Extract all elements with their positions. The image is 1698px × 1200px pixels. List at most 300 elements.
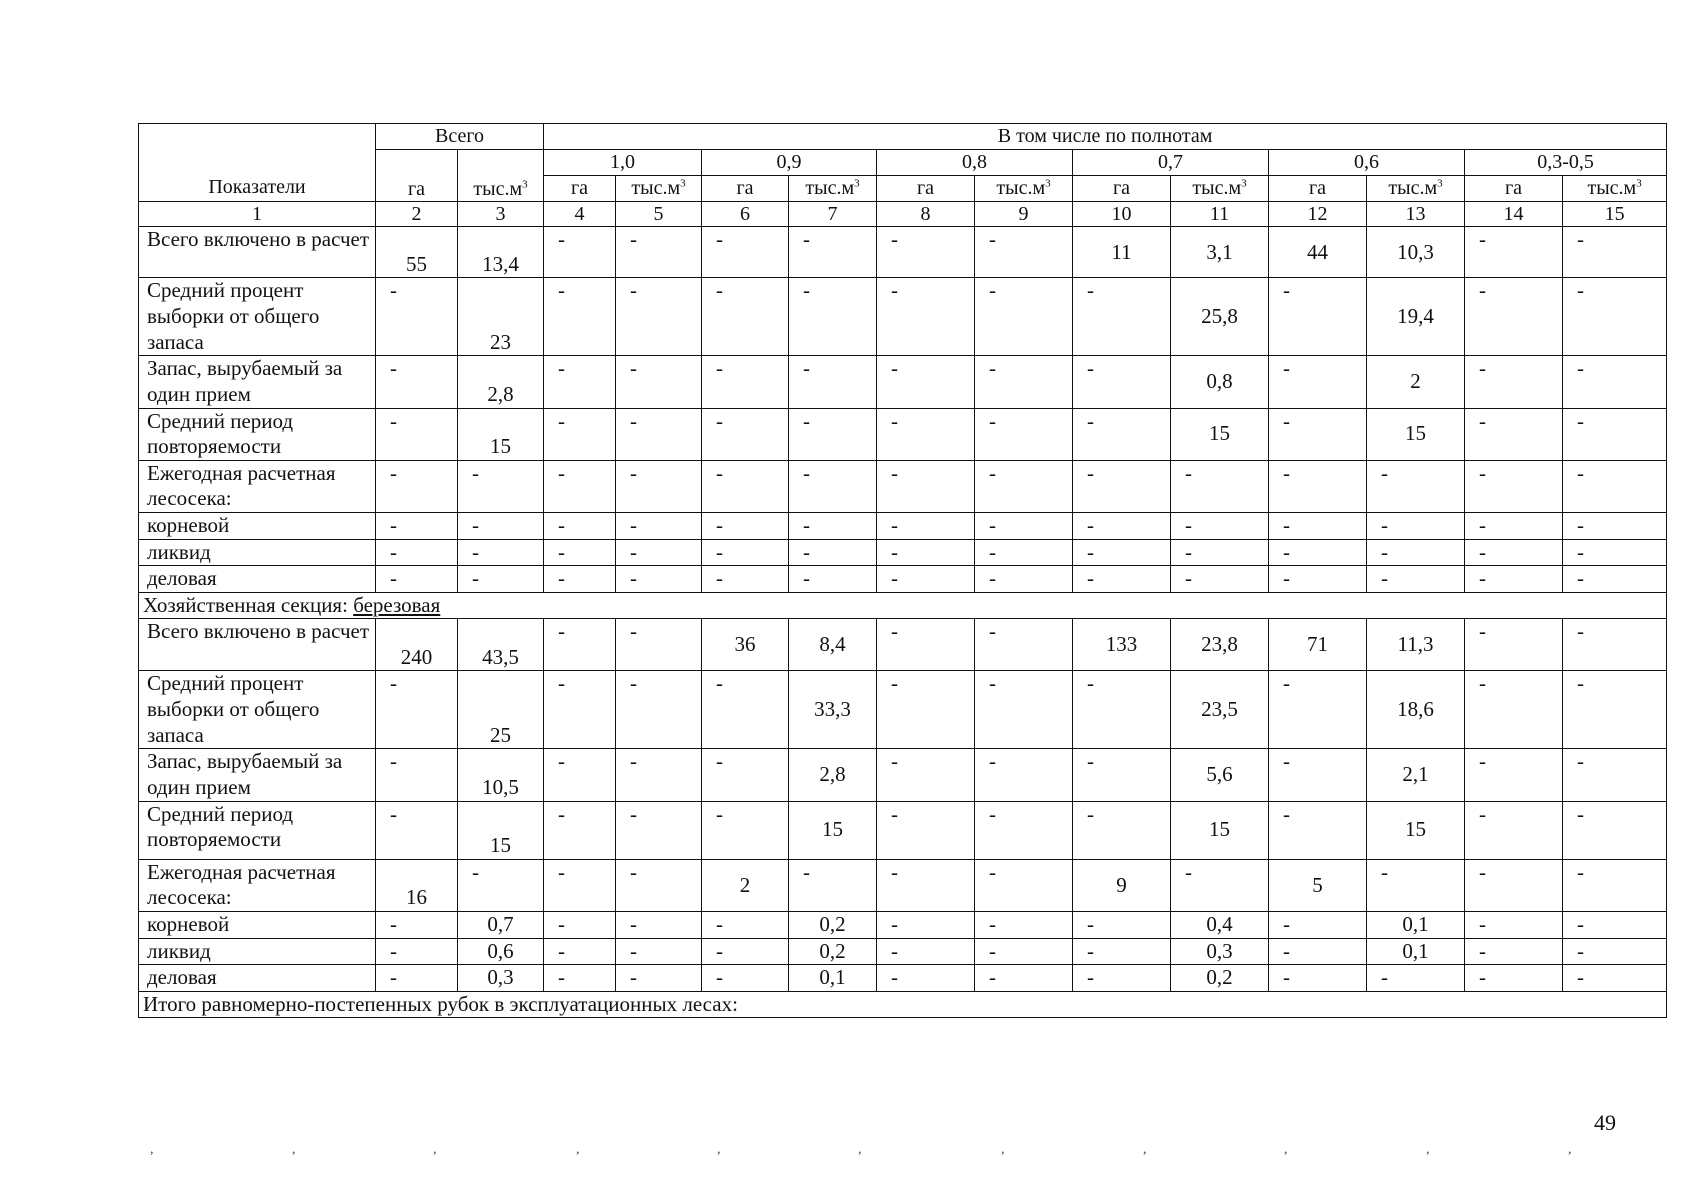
- row-label: Всего включено в расчет: [139, 227, 376, 278]
- row-label: деловая: [139, 566, 376, 593]
- table-cell: -: [975, 408, 1073, 460]
- table-cell: -: [1073, 513, 1171, 540]
- table-cell: -: [458, 460, 544, 512]
- table-cell: -: [616, 671, 702, 749]
- scan-mark: ,: [150, 1142, 154, 1157]
- table-cell: 10,3: [1367, 227, 1465, 278]
- table-cell: -: [1269, 671, 1367, 749]
- table-cell: -: [1073, 460, 1171, 512]
- table-cell: -: [1367, 513, 1465, 540]
- table-cell: 133: [1073, 619, 1171, 671]
- table-cell: -: [702, 356, 789, 408]
- table-cell: 0,1: [789, 965, 877, 992]
- table-cell: 0,8: [1171, 356, 1269, 408]
- table-cell: -: [1563, 859, 1667, 911]
- table-cell: 0,1: [1367, 938, 1465, 965]
- table-cell: -: [1563, 408, 1667, 460]
- table-cell: -: [1073, 671, 1171, 749]
- table-cell: -: [702, 801, 789, 859]
- table-cell: -: [544, 965, 616, 992]
- table-cell: -: [975, 938, 1073, 965]
- table-cell: -: [1563, 749, 1667, 801]
- row-label: корневой: [139, 513, 376, 540]
- table-cell: -: [544, 619, 616, 671]
- table-cell: 0,2: [1171, 965, 1269, 992]
- table-cell: -: [1269, 801, 1367, 859]
- table-cell: -: [975, 801, 1073, 859]
- table-cell: -: [616, 227, 702, 278]
- table-cell: -: [458, 859, 544, 911]
- row-label: корневой: [139, 911, 376, 938]
- table-cell: -: [616, 566, 702, 593]
- table-cell: -: [975, 859, 1073, 911]
- table-cell: 240: [376, 619, 458, 671]
- table-cell: -: [1465, 356, 1563, 408]
- table-cell: -: [1269, 911, 1367, 938]
- table-cell: -: [877, 539, 975, 566]
- table-cell: -: [789, 513, 877, 540]
- table-cell: -: [702, 227, 789, 278]
- row-label: Ежегодная расчетная лесосека:: [139, 460, 376, 512]
- row-label: ликвид: [139, 539, 376, 566]
- table-cell: -: [1269, 460, 1367, 512]
- table-cell: -: [544, 859, 616, 911]
- table-row: [139, 227, 1667, 278]
- table-row: [139, 278, 1667, 356]
- table-cell: 8,4: [789, 619, 877, 671]
- table-cell: 13,4: [458, 227, 544, 278]
- table-cell: -: [1465, 965, 1563, 992]
- table-cell: -: [789, 566, 877, 593]
- table-cell: -: [1465, 513, 1563, 540]
- column-number: 11: [1171, 202, 1269, 227]
- table-cell: 5: [1269, 859, 1367, 911]
- row-label: Ежегодная расчетная лесосека:: [139, 859, 376, 911]
- table-cell: -: [616, 911, 702, 938]
- column-number: 15: [1563, 202, 1667, 227]
- table-row: [139, 671, 1667, 749]
- table-cell: -: [544, 749, 616, 801]
- table-cell: -: [1563, 566, 1667, 593]
- table-cell: -: [1563, 619, 1667, 671]
- table-cell: 0,2: [789, 938, 877, 965]
- unit-ha: га: [702, 176, 789, 202]
- table-cell: 15: [1367, 801, 1465, 859]
- table-cell: -: [616, 460, 702, 512]
- table-cell: -: [975, 911, 1073, 938]
- table-cell: -: [1465, 619, 1563, 671]
- table-cell: -: [1367, 566, 1465, 593]
- table-cell: -: [877, 965, 975, 992]
- table-cell: -: [1073, 539, 1171, 566]
- page-number: 49: [1594, 1110, 1616, 1135]
- table-cell: -: [1269, 539, 1367, 566]
- table-row: [139, 566, 1667, 593]
- table-cell: -: [376, 566, 458, 593]
- table-cell: 5,6: [1171, 749, 1269, 801]
- scan-mark: ,: [1001, 1142, 1005, 1157]
- table-cell: -: [544, 938, 616, 965]
- table-cell: -: [1465, 749, 1563, 801]
- table-cell: -: [376, 278, 458, 356]
- table-cell: -: [789, 356, 877, 408]
- table-cell: -: [877, 619, 975, 671]
- table-cell: -: [376, 356, 458, 408]
- table-cell: -: [544, 671, 616, 749]
- column-number: 12: [1269, 202, 1367, 227]
- table-cell: -: [1367, 859, 1465, 911]
- table-cell: -: [544, 408, 616, 460]
- table-cell: -: [1465, 671, 1563, 749]
- scan-mark: ,: [292, 1142, 296, 1157]
- table-cell: -: [877, 938, 975, 965]
- table-cell: -: [544, 539, 616, 566]
- table-cell: -: [975, 566, 1073, 593]
- total-header: Всего: [376, 124, 544, 150]
- column-number: 1: [139, 202, 376, 227]
- table-cell: -: [376, 539, 458, 566]
- scan-mark: ,: [717, 1142, 721, 1157]
- table-cell: -: [1563, 938, 1667, 965]
- table-cell: -: [1073, 749, 1171, 801]
- table-cell: 11: [1073, 227, 1171, 278]
- table-cell: 19,4: [1367, 278, 1465, 356]
- table-row: [139, 859, 1667, 911]
- table-cell: 2,1: [1367, 749, 1465, 801]
- unit-volume: $тыс.м^3$: [1367, 176, 1465, 202]
- table-cell: -: [1171, 513, 1269, 540]
- row-label: Всего включено в расчет: [139, 619, 376, 671]
- unit-ha: га: [1465, 176, 1563, 202]
- table-row: [139, 408, 1667, 460]
- table-cell: -: [1563, 460, 1667, 512]
- row-label: Средний период повторяемости: [139, 408, 376, 460]
- column-number: 6: [702, 202, 789, 227]
- row-label: деловая: [139, 965, 376, 992]
- table-cell: -: [877, 801, 975, 859]
- table-cell: -: [975, 460, 1073, 512]
- column-number: 7: [789, 202, 877, 227]
- scan-mark: ,: [1143, 1142, 1147, 1157]
- column-number: 4: [544, 202, 616, 227]
- column-number: 3: [458, 202, 544, 227]
- table-cell: 71: [1269, 619, 1367, 671]
- table-cell: -: [1073, 278, 1171, 356]
- row-label: Запас, вырубаемый за один прием: [139, 749, 376, 801]
- table-cell: -: [544, 566, 616, 593]
- section-row: [139, 592, 1667, 619]
- table-row: [139, 801, 1667, 859]
- table-cell: -: [458, 539, 544, 566]
- table-cell: -: [1269, 749, 1367, 801]
- table-cell: -: [1171, 566, 1269, 593]
- table-cell: -: [877, 513, 975, 540]
- table-cell: -: [702, 539, 789, 566]
- table-cell: -: [789, 227, 877, 278]
- table-cell: -: [877, 278, 975, 356]
- table-cell: 0,6: [458, 938, 544, 965]
- table-cell: -: [544, 278, 616, 356]
- table-cell: -: [877, 911, 975, 938]
- table-cell: -: [1367, 460, 1465, 512]
- column-number: 2: [376, 202, 458, 227]
- table-cell: 23,8: [1171, 619, 1269, 671]
- table-cell: -: [616, 619, 702, 671]
- table-cell: -: [702, 911, 789, 938]
- table-cell: -: [1269, 356, 1367, 408]
- table-cell: 15: [1367, 408, 1465, 460]
- table-cell: 0,4: [1171, 911, 1269, 938]
- table-cell: -: [789, 859, 877, 911]
- unit-volume: $тыс.м^3$: [975, 176, 1073, 202]
- table-cell: -: [1465, 801, 1563, 859]
- table-cell: -: [458, 566, 544, 593]
- table-cell: -: [1465, 278, 1563, 356]
- table-cell: -: [1563, 227, 1667, 278]
- table-cell: -: [789, 460, 877, 512]
- table-cell: -: [1563, 911, 1667, 938]
- density-1-0: 1,0: [544, 150, 702, 176]
- table-cell: -: [702, 965, 789, 992]
- table-row: [139, 938, 1667, 965]
- table-cell: -: [702, 408, 789, 460]
- table-cell: -: [1465, 539, 1563, 566]
- table-cell: 25: [458, 671, 544, 749]
- table-cell: -: [376, 513, 458, 540]
- table-cell: -: [975, 749, 1073, 801]
- table-cell: -: [975, 513, 1073, 540]
- header-row-1: [139, 124, 1667, 150]
- table-cell: -: [1073, 356, 1171, 408]
- table-cell: 10,5: [458, 749, 544, 801]
- table-cell: -: [616, 938, 702, 965]
- table-cell: -: [877, 227, 975, 278]
- table-cell: -: [975, 965, 1073, 992]
- table-body: [139, 227, 1667, 1018]
- table-cell: -: [789, 408, 877, 460]
- density-0-3-0-5: 0,3-0,5: [1465, 150, 1667, 176]
- table-cell: -: [877, 566, 975, 593]
- table-cell: -: [702, 671, 789, 749]
- unit-ha: га: [544, 176, 616, 202]
- table-cell: 2: [1367, 356, 1465, 408]
- table-cell: -: [702, 513, 789, 540]
- table-cell: -: [616, 749, 702, 801]
- unit-ha: га: [877, 176, 975, 202]
- table-cell: -: [544, 801, 616, 859]
- table-cell: -: [975, 227, 1073, 278]
- total-row: [139, 991, 1667, 1018]
- table-cell: -: [616, 278, 702, 356]
- total-row-label: Итого равномерно-постепенных рубок в эксплуатационных лесах:: [139, 991, 1667, 1018]
- table-row: [139, 539, 1667, 566]
- unit-ha: га: [1269, 176, 1367, 202]
- table-cell: -: [1171, 460, 1269, 512]
- scan-mark: ,: [858, 1142, 862, 1157]
- table-cell: -: [975, 539, 1073, 566]
- table-cell: -: [877, 859, 975, 911]
- table-cell: -: [1465, 938, 1563, 965]
- table-cell: -: [376, 671, 458, 749]
- table-cell: -: [544, 227, 616, 278]
- table-cell: 36: [702, 619, 789, 671]
- table-cell: -: [616, 859, 702, 911]
- table-row: [139, 965, 1667, 992]
- table-cell: -: [376, 965, 458, 992]
- unit-volume: $тыс.м^3$: [1563, 176, 1667, 202]
- unit-volume: $тыс.м^3$: [616, 176, 702, 202]
- table-cell: -: [616, 965, 702, 992]
- table-cell: -: [616, 513, 702, 540]
- table-cell: -: [975, 356, 1073, 408]
- table-row: [139, 513, 1667, 540]
- table-cell: -: [1269, 965, 1367, 992]
- table-cell: -: [376, 938, 458, 965]
- table-cell: -: [1073, 911, 1171, 938]
- density-0-6: 0,6: [1269, 150, 1465, 176]
- table-cell: -: [376, 460, 458, 512]
- table-cell: 33,3: [789, 671, 877, 749]
- table-cell: -: [1073, 408, 1171, 460]
- table-cell: -: [877, 408, 975, 460]
- table-cell: 3,1: [1171, 227, 1269, 278]
- table-cell: -: [702, 749, 789, 801]
- scan-mark: ,: [433, 1142, 437, 1157]
- table-cell: -: [877, 460, 975, 512]
- table-cell: -: [1563, 671, 1667, 749]
- table-cell: -: [702, 460, 789, 512]
- density-0-9: 0,9: [702, 150, 877, 176]
- table-cell: 0,3: [1171, 938, 1269, 965]
- table-cell: -: [702, 938, 789, 965]
- table-cell: -: [1171, 859, 1269, 911]
- table-cell: -: [975, 278, 1073, 356]
- table-cell: -: [1563, 356, 1667, 408]
- row-label: Средний процент выборки от общего запаса: [139, 671, 376, 749]
- scan-mark: ,: [1284, 1142, 1288, 1157]
- table-cell: -: [616, 408, 702, 460]
- table-cell: -: [1465, 227, 1563, 278]
- column-number: 10: [1073, 202, 1171, 227]
- table-cell: 15: [789, 801, 877, 859]
- table-cell: 23,5: [1171, 671, 1269, 749]
- table-cell: 0,3: [458, 965, 544, 992]
- table-cell: -: [376, 749, 458, 801]
- table-cell: -: [1171, 539, 1269, 566]
- table-cell: 15: [1171, 801, 1269, 859]
- table-cell: -: [1269, 513, 1367, 540]
- table-cell: -: [376, 801, 458, 859]
- table-cell: -: [544, 513, 616, 540]
- row-label: Средний процент выборки от общего запаса: [139, 278, 376, 356]
- table-cell: -: [376, 911, 458, 938]
- table-cell: 2,8: [789, 749, 877, 801]
- table-cell: -: [789, 278, 877, 356]
- table-cell: 0,2: [789, 911, 877, 938]
- row-label: Средний период повторяемости: [139, 801, 376, 859]
- table-cell: -: [1563, 513, 1667, 540]
- table-cell: -: [877, 671, 975, 749]
- table-cell: -: [1073, 801, 1171, 859]
- table-cell: -: [1563, 801, 1667, 859]
- table-cell: 15: [458, 408, 544, 460]
- column-number: 5: [616, 202, 702, 227]
- table-cell: -: [1367, 965, 1465, 992]
- ha-header: га: [376, 150, 458, 202]
- table-cell: -: [975, 619, 1073, 671]
- table-cell: -: [1465, 460, 1563, 512]
- section-title: Хозяйственная секция: березовая: [139, 592, 1667, 619]
- table-cell: 18,6: [1367, 671, 1465, 749]
- scan-mark: ,: [1426, 1142, 1430, 1157]
- table-cell: -: [877, 749, 975, 801]
- table-cell: -: [616, 801, 702, 859]
- table-cell: -: [1269, 408, 1367, 460]
- table-cell: -: [544, 460, 616, 512]
- table-cell: -: [1465, 859, 1563, 911]
- table-row: [139, 356, 1667, 408]
- table-row: [139, 749, 1667, 801]
- table-cell: -: [544, 911, 616, 938]
- table-cell: -: [1269, 278, 1367, 356]
- table-row: [139, 619, 1667, 671]
- unit-volume: $тыс.м^3$: [789, 176, 877, 202]
- table-cell: -: [702, 278, 789, 356]
- table-cell: -: [702, 566, 789, 593]
- table-cell: -: [789, 539, 877, 566]
- scan-mark: ,: [1568, 1142, 1572, 1157]
- unit-ha: га: [1073, 176, 1171, 202]
- table-cell: 15: [1171, 408, 1269, 460]
- unit-volume: $тыс.м^3$: [1171, 176, 1269, 202]
- cutting-table: [138, 123, 1667, 1018]
- table-cell: -: [1367, 539, 1465, 566]
- column-number: 13: [1367, 202, 1465, 227]
- table-cell: -: [1073, 566, 1171, 593]
- column-number-row: [139, 202, 1667, 227]
- column-number: 14: [1465, 202, 1563, 227]
- table-cell: -: [1465, 566, 1563, 593]
- table-cell: 0,7: [458, 911, 544, 938]
- table-cell: -: [616, 539, 702, 566]
- table-cell: 55: [376, 227, 458, 278]
- row-label: ликвид: [139, 938, 376, 965]
- table-cell: -: [1563, 965, 1667, 992]
- table-cell: -: [1269, 566, 1367, 593]
- table-cell: -: [1269, 938, 1367, 965]
- table-cell: -: [1073, 965, 1171, 992]
- table-cell: 15: [458, 801, 544, 859]
- density-header: В том числе по полнотам: [544, 124, 1667, 150]
- table-cell: 11,3: [1367, 619, 1465, 671]
- table-cell: -: [877, 356, 975, 408]
- table-row: [139, 911, 1667, 938]
- table-cell: -: [1073, 938, 1171, 965]
- table-cell: -: [376, 408, 458, 460]
- table-cell: -: [975, 671, 1073, 749]
- column-number: 8: [877, 202, 975, 227]
- table-cell: 2: [702, 859, 789, 911]
- density-0-7: 0,7: [1073, 150, 1269, 176]
- scan-mark: ,: [576, 1142, 580, 1157]
- table-cell: -: [458, 513, 544, 540]
- table-cell: -: [544, 356, 616, 408]
- table-cell: 16: [376, 859, 458, 911]
- table-cell: 0,1: [1367, 911, 1465, 938]
- section-name: березовая: [353, 592, 441, 617]
- indicators-header: Показатели: [139, 124, 376, 202]
- table-cell: 44: [1269, 227, 1367, 278]
